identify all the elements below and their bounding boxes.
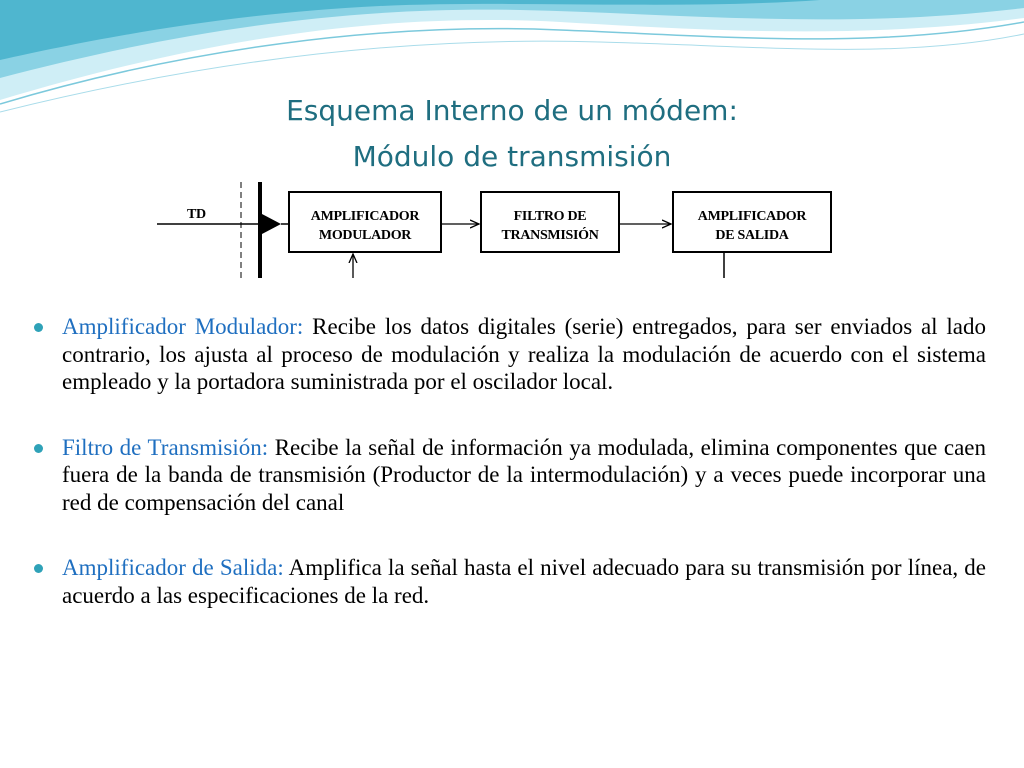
- term-description: Amplifica la señal hasta el nivel adecuado para su transmisión por línea, de acuerdo a las especificaciones de la red.: [62, 555, 986, 608]
- block-2-line-2: TRANSMISIÓN: [501, 228, 599, 243]
- block-amplificador-modulador: [289, 192, 441, 252]
- slide-title: [0, 88, 1024, 180]
- slide-title-line-1: Esquema Interno de un módem:: [286, 94, 738, 127]
- block-amplificador-salida: [673, 192, 831, 252]
- block-1-line-1: AMPLIFICADOR: [310, 209, 420, 224]
- td-input-label: TD: [187, 207, 206, 222]
- block-1-line-2: MODULADOR: [318, 228, 412, 243]
- block-filtro-transmision: [481, 192, 619, 252]
- slide-title-line-2: Módulo de transmisión: [352, 140, 672, 173]
- block-3-line-2: DE SALIDA: [715, 228, 789, 243]
- list-item-amplificador-salida: [34, 554, 986, 609]
- bullet-icon: [34, 444, 43, 453]
- term-label: Amplificador de Salida:: [62, 555, 289, 580]
- bullet-icon: [34, 323, 43, 332]
- list-item-filtro-transmision: [34, 434, 986, 517]
- term-description: Recibe los datos digitales (serie) entregados, para ser enviados al lado contrario, los ajusta al proceso de modulación y realiza la modulación de acuerdo con el sistema empleado y la portadora suministrada por el oscilador local.: [62, 314, 986, 394]
- transmission-block-diagram: [143, 180, 843, 280]
- term-label: Amplificador Modulador:: [62, 314, 313, 339]
- td-input-arrowhead: [262, 214, 281, 234]
- description-list: [34, 313, 986, 647]
- bullet-icon: [34, 564, 43, 573]
- list-item-amplificador-modulador: [34, 313, 986, 396]
- term-description: Recibe la señal de información ya modulada, elimina componentes que caen fuera de la banda de transmisión (Productor de la intermodulación) y a veces puede incorporar una red de compensación del canal: [62, 434, 986, 515]
- block-2-line-1: FILTRO DE: [513, 209, 587, 224]
- term-label: Filtro de Transmisión:: [62, 434, 275, 460]
- block-3-line-1: AMPLIFICADOR: [697, 209, 807, 224]
